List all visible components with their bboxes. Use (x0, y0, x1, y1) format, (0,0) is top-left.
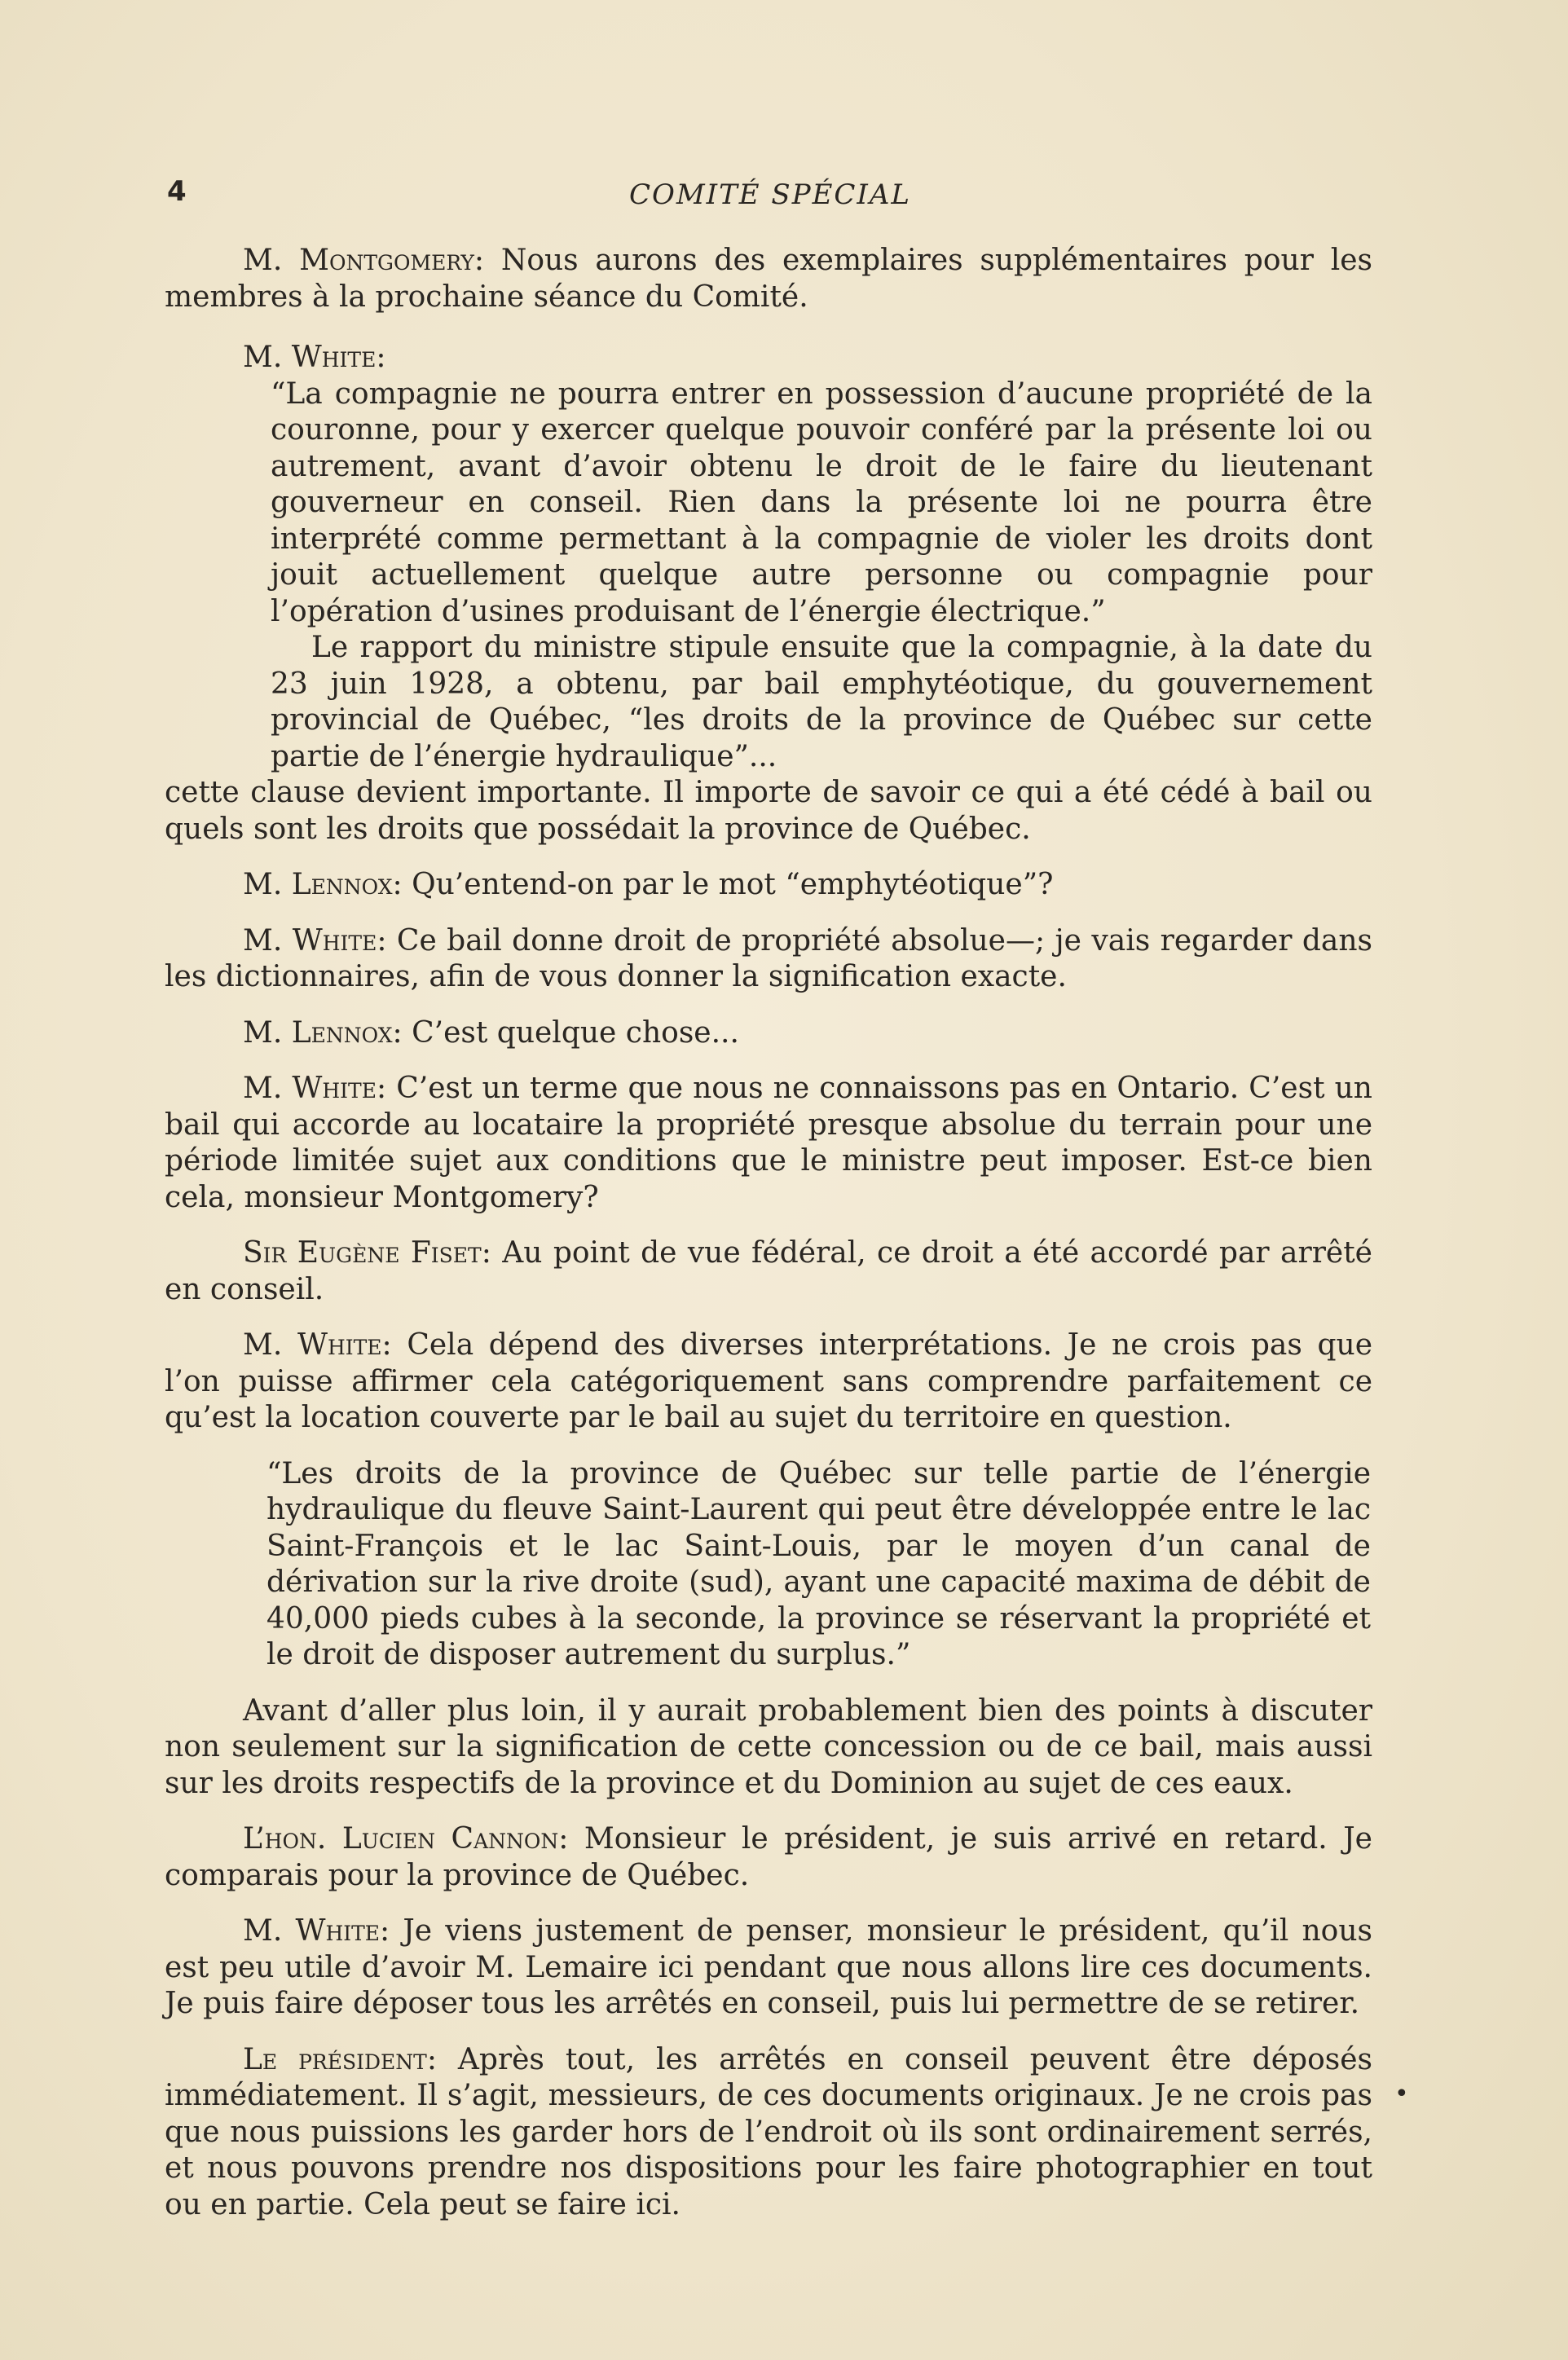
paragraph-text: Qu’entend-on par le mot “emphytéotique”? (412, 868, 1054, 901)
paragraph-text: Au point de vue fédéral, ce droit a été accordé par arrêté en conseil. (165, 1236, 1372, 1306)
quoted-lease (165, 1456, 1372, 1674)
paragraph-text: Ce bail donne droit de propriété absolue—; je vais regarder dans les dictionnaires, afin de vous donner la signification exacte. (165, 923, 1372, 993)
speaker-name: M. Lennox: (243, 868, 403, 901)
paragraph-text: “La compagnie ne pourra entrer en possession d’aucune propriété de la couronne, pour y exercer quelque pouvoir conféré par la présente loi ou autrement, avant d’avoir obtenu le droit de le faire du lieutenant gouverneur en conseil. Rien dans la présente loi ne pourra être interprété comme permettant à la compagnie de violer les droits dont jouit actuellement quelque autre personne ou compagnie pour l’opération d’usines produisant de l’énergie électrique.” (271, 376, 1372, 628)
quote-paragraph (271, 376, 1372, 631)
paragraph (165, 1821, 1372, 1894)
paragraph (165, 923, 1372, 996)
paragraph (165, 1235, 1372, 1308)
speaker-name: M. White: (243, 1072, 387, 1105)
paragraph-text: Nous aurons des exemplaires supplémentaires pour les membres à la prochaine séance du Comité. (165, 244, 1373, 314)
running-title: COMITÉ SPÉCIAL (628, 178, 911, 211)
paragraph (165, 775, 1372, 848)
paragraph-text: C’est quelque chose... (412, 1015, 739, 1050)
quote-paragraph (271, 630, 1372, 775)
paragraph (165, 243, 1372, 315)
paragraph-text: “Les droits de la province de Québec sur telle partie de l’énergie hydraulique du fleuve Saint-Laurent qui peut être développée entre le lac Saint-François et le lac Saint-Louis, par le moyen d’un canal de dérivation sur la rive droite (sud), ayant une capacité maxima de débit de 40,000 pieds cubes à la seconde, la province se réservant la propriété et le droit de disposer autrement du surplus.” (266, 1456, 1371, 1671)
paragraph-text: Avant d’aller plus loin, il y aurait probablement bien des points à discuter non seulement sur la signification de cette concession ou de ce bail, mais aussi sur les droits respectifs de la province et du Dominion au sujet de ces eaux. (165, 1693, 1372, 1800)
paragraph (165, 1015, 1372, 1052)
paragraph (165, 1913, 1372, 2023)
speaker-name: Sir Eugène Fiset: (243, 1236, 491, 1270)
speaker-name: M. White: (243, 923, 387, 958)
paragraph-text: cette clause devient importante. Il importe de savoir ce qui a été cédé à bail ou quels sont les droits que possédait la province de Québec. (165, 776, 1372, 846)
speaker-name: M. White: (243, 1914, 390, 1948)
paragraph (165, 340, 1372, 376)
paragraph (165, 867, 1372, 904)
paragraph-text: Cela dépend des diverses interprétations. Je ne crois pas que l’on puisse affirmer cela catégoriquement sans comprendre parfaitement ce qu’est la location couverte par le bail au sujet du territoire en question. (165, 1328, 1373, 1434)
paragraph-text: Après tout, les arrêtés en conseil peuvent être déposés immédiatement. Il s’agit, messieurs, de ces documents originaux. Je ne crois pas que nous puissions les garder hors de l’endroit où ils sont ordinairement serrés, et nous pouvons prendre nos dispositions pour les faire photographier en tout ou en partie. Cela peut se faire ici. (165, 2042, 1372, 2221)
quoted-statute (165, 376, 1372, 776)
speaker-name: M. Lennox: (243, 1015, 403, 1050)
paragraph-text: C’est un terme que nous ne connaissons pas en Ontario. C’est un bail qui accorde au locataire la propriété presque absolue du terrain pour une période limitée sujet aux conditions que le ministre peut imposer. Est-ce bien cela, monsieur Montgomery? (165, 1072, 1372, 1214)
speaker-name: Le président: (243, 2042, 437, 2076)
paragraph (165, 2042, 1372, 2224)
paragraph-text: Je viens justement de penser, monsieur le président, qu’il nous est peu utile d’avoir M. Lemaire ici pendant que nous allons lire ces documents. Je puis faire déposer tous les arrêtés en conseil, puis lui permettre de se retirer. (165, 1914, 1372, 2020)
paragraph-text: Monsieur le président, je suis arrivé en retard. Je comparais pour la province de Québec. (165, 1822, 1372, 1892)
paragraph-text: Le rapport du ministre stipule ensuite que la compagnie, à la date du 23 juin 1928, a obtenu, par bail emphytéotique, du gouvernement provincial de Québec, “les droits de la province de Québec sur cette partie de l’énergie hydraulique”... (271, 631, 1372, 773)
speaker-name: M. White: (243, 1328, 392, 1362)
page-number: 4 (167, 175, 187, 208)
paragraph (165, 1328, 1372, 1437)
paragraph (165, 1693, 1372, 1803)
speaker-name: M. Montgomery: (243, 244, 485, 277)
page-header (167, 175, 1373, 216)
speaker-name: L’hon. Lucien Cannon: (243, 1822, 569, 1856)
body-text (165, 243, 1372, 2223)
stray-ink-mark: • (1394, 2080, 1409, 2108)
speaker-name: M. White: (243, 341, 386, 374)
paragraph (165, 1071, 1372, 1216)
